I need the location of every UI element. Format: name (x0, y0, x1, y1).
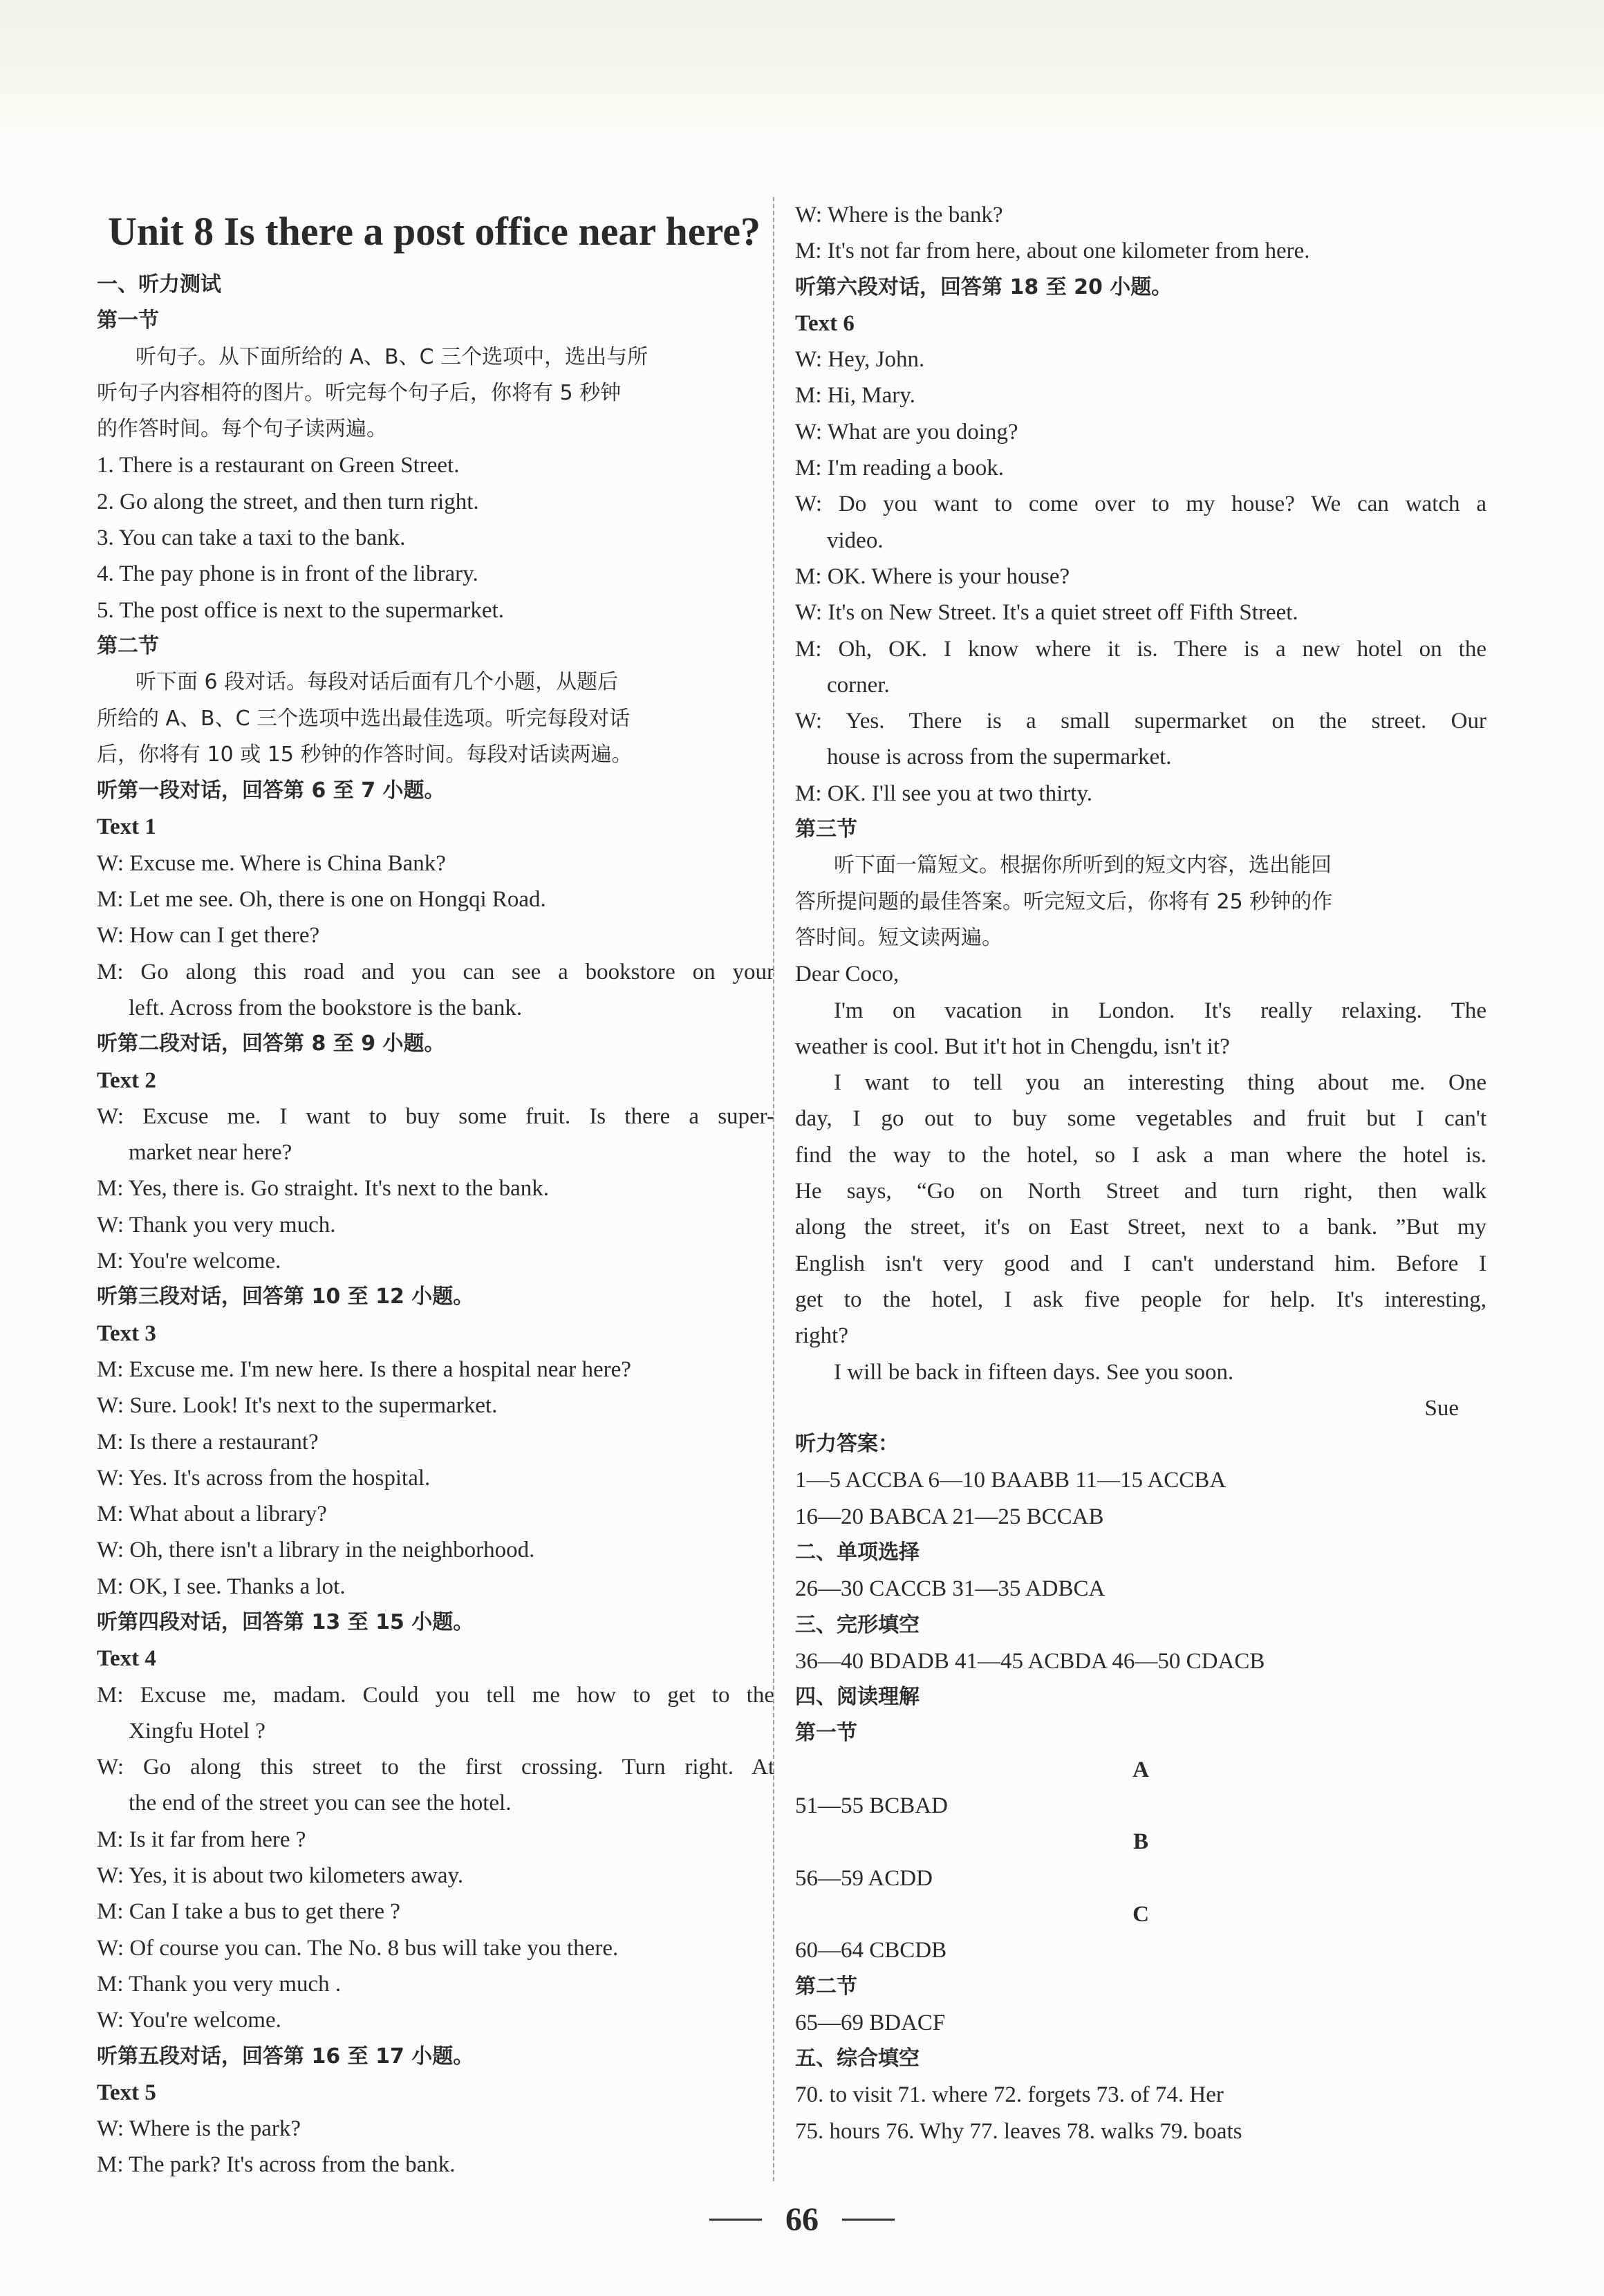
left-lines-item: Xingfu Hotel ? (129, 1718, 265, 1744)
right-lines-item: 听第六段对话，回答第 18 至 20 小题。 (795, 274, 1173, 299)
left-lines-item: M: Is it far from here ? (97, 1827, 306, 1852)
left-lines-item: Text 4 (97, 1646, 156, 1672)
left-lines-item: Text 2 (97, 1067, 156, 1093)
left-lines-item: 5. The post office is next to the supermarket. (97, 597, 504, 623)
right-lines-item: 56—59 ACDD (795, 1865, 933, 1891)
right-lines-item: I will be back in fifteen days. See you soon. (834, 1359, 1234, 1385)
left-lines-item: Text 1 (97, 814, 156, 840)
left-lines-item: 2. Go along the street, and then turn right. (97, 489, 479, 514)
left-lines-item: W: Of course you can. The No. 8 bus will take you there. (97, 1935, 619, 1961)
left-lines-item: 4. The pay phone is in front of the library. (97, 561, 478, 587)
left-lines-item: W: Where is the park? (97, 2116, 301, 2142)
column-divider (773, 197, 774, 2181)
left-lines-item: M: You're welcome. (97, 1249, 281, 1274)
right-lines-item: 65—69 BDACF (795, 2010, 946, 2035)
right-lines-item: right? (795, 1323, 848, 1349)
right-lines-item: B (1132, 1829, 1148, 1855)
right-lines-item: 70. to visit 71. where 72. forgets 73. of 74. Her (795, 2082, 1224, 2108)
unit-title: Unit 8 Is there a post office near here? (108, 209, 761, 254)
right-lines-item: 答所提问题的最佳答案。听完短文后，你将有 25 秒钟的作 (795, 889, 1333, 914)
left-lines-item: 1. There is a restaurant on Green Street. (97, 453, 460, 478)
left-lines-item: 3. You can take a taxi to the bank. (97, 525, 406, 551)
right-lines-item: day, I go out to buy some vegetables and fruit but I can't (795, 1106, 1486, 1132)
left-lines-item: M: Is there a restaurant? (97, 1429, 319, 1455)
right-lines-item: 26—30 CACCB 31—35 ADBCA (795, 1576, 1106, 1602)
left-lines-item: W: Sure. Look! It's next to the supermarket. (97, 1393, 498, 1419)
left-lines-item: 听句子。从下面所给的 A、B、C 三个选项中，选出与所 (136, 344, 649, 369)
left-lines-item: M: OK, I see. Thanks a lot. (97, 1574, 346, 1599)
left-lines-item: 所给的 A、B、C 三个选项中选出最佳选项。听完每段对话 (97, 706, 631, 731)
left-lines-item: 听第一段对话，回答第 6 至 7 小题。 (97, 778, 445, 803)
right-lines-item: get to the hotel, I ask five people for help. It's interesting, (795, 1287, 1486, 1312)
right-lines-item: find the way to the hotel, so I ask a man where the hotel is. (795, 1142, 1486, 1168)
right-lines-item: along the street, it's on East Street, next to a bank. ”But my (795, 1215, 1486, 1240)
right-lines-item: I'm on vacation in London. It's really relaxing. The (834, 998, 1486, 1023)
left-lines-item: M: What about a library? (97, 1502, 327, 1527)
left-lines-item: M: Excuse me. I'm new here. Is there a hospital near here? (97, 1356, 631, 1382)
right-lines-item: M: OK. Where is your house? (795, 563, 1070, 589)
left-lines-item: W: Thank you very much. (97, 1212, 336, 1238)
right-lines-item: A (1132, 1757, 1149, 1782)
left-lines-item: W: Go along this street to the first crossing. Turn right. At (97, 1755, 774, 1780)
right-lines-item: 二、单项选择 (795, 1540, 920, 1565)
right-lines-item: 75. hours 76. Why 77. leaves 78. walks 79. boats (795, 2118, 1242, 2144)
left-lines-item: 听第五段对话，回答第 16 至 17 小题。 (97, 2044, 474, 2069)
left-lines-item: 听第二段对话，回答第 8 至 9 小题。 (97, 1032, 445, 1056)
left-lines-item: 第二节 (97, 633, 159, 658)
footer-dash-right (842, 2219, 895, 2221)
left-lines-item: W: You're welcome. (97, 2008, 281, 2033)
right-lines-item: M: I'm reading a book. (795, 456, 1004, 481)
left-lines-item: left. Across from the bookstore is the bank. (129, 995, 523, 1020)
right-lines-item: M: Hi, Mary. (795, 383, 915, 409)
footer-dash-left (709, 2219, 762, 2221)
right-lines-item: W: Where is the bank? (795, 203, 1003, 227)
right-lines-item: 听下面一篇短文。根据你所听到的短文内容，选出能回 (834, 853, 1332, 878)
right-lines-item: Dear Coco, (795, 962, 899, 987)
right-lines-item: 答时间。短文读两遍。 (795, 925, 1002, 950)
right-lines-item: Text 6 (795, 310, 855, 336)
left-lines-item: W: Oh, there isn't a library in the neighborhood. (97, 1538, 535, 1563)
left-lines-item: Text 5 (97, 2080, 156, 2105)
left-lines-item: 的作答时间。每个句子读两遍。 (97, 417, 387, 442)
right-lines-item: 四、阅读理解 (795, 1685, 920, 1710)
right-lines-item: 16—20 BABCA 21—25 BCCAB (795, 1504, 1104, 1529)
left-lines-item: W: How can I get there? (97, 923, 320, 949)
left-lines-item: W: Yes. It's across from the hospital. (97, 1465, 431, 1491)
left-lines-item: W: Excuse me. I want to buy some fruit. Is there a super- (97, 1103, 774, 1129)
left-lines-item: M: Can I take a bus to get there ? (97, 1899, 400, 1925)
left-lines-item: 一、听力测试 (97, 272, 221, 297)
left-lines-item: 听句子内容相符的图片。听完每个句子后，你将有 5 秒钟 (97, 380, 622, 405)
page-number: 66 (785, 2201, 819, 2238)
right-lines-item: Sue (1424, 1395, 1459, 1421)
right-lines-item: video. (827, 528, 884, 553)
right-lines-item: 第二节 (795, 1974, 857, 1999)
right-lines-item: 五、综合填空 (795, 2046, 920, 2071)
right-lines-item: I want to tell you an interesting thing about me. One (834, 1070, 1486, 1096)
right-lines-item: M: Oh, OK. I know where it is. There is a new hotel on the (795, 636, 1486, 662)
right-column-text (795, 197, 1486, 2149)
right-lines-item: 51—55 BCBAD (795, 1793, 948, 1819)
right-lines-item: M: OK. I'll see you at two thirty. (795, 781, 1092, 806)
right-lines-item: W: It's on New Street. It's a quiet street off Fifth Street. (795, 600, 1298, 626)
right-lines-item: house is across from the supermarket. (827, 745, 1172, 770)
left-lines-item: 听下面 6 段对话。每段对话后面有几个小题，从题后 (136, 670, 619, 695)
scan-margin (0, 0, 1604, 145)
right-lines-item: corner. (827, 672, 890, 698)
right-lines-item: W: Do you want to come over to my house? We can watch a (795, 492, 1486, 517)
left-lines-item: M: Let me see. Oh, there is one on Hongqi Road. (97, 887, 546, 913)
right-lines-item: W: Hey, John. (795, 347, 925, 373)
right-column (795, 197, 1486, 2149)
left-lines-item: Text 3 (97, 1320, 156, 1346)
left-lines-item: M: Excuse me, madam. Could you tell me how to get to the (97, 1682, 774, 1708)
left-lines-item: W: Yes, it is about two kilometers away. (97, 1863, 464, 1889)
right-lines-item: C (1132, 1901, 1149, 1927)
left-lines-item: 听第四段对话，回答第 13 至 15 小题。 (97, 1609, 474, 1634)
left-lines-item: M: Go along this road and you can see a bookstore on your (97, 959, 774, 984)
right-lines-item: 第一节 (795, 1721, 857, 1746)
right-lines-item: 第三节 (795, 817, 857, 842)
left-lines-item: 第一节 (97, 308, 159, 333)
right-lines-item: English isn't very good and I can't understand him. Before I (795, 1251, 1486, 1276)
page-footer (0, 2192, 1604, 2247)
right-lines-item: 三、完形填空 (795, 1612, 920, 1637)
right-lines-item: 听力答案： (795, 1432, 899, 1457)
right-lines-item: M: It's not far from here, about one kilometer from here. (795, 239, 1310, 264)
left-lines-item: 听第三段对话，回答第 10 至 12 小题。 (97, 1285, 474, 1309)
right-lines-item: 60—64 CBCDB (795, 1938, 947, 1963)
left-lines-item: the end of the street you can see the hotel. (129, 1791, 512, 1816)
left-lines-item: market near here? (129, 1140, 292, 1166)
right-lines-item: He says, “Go on North Street and turn right, then walk (795, 1179, 1486, 1204)
left-lines-item: M: Thank you very much . (97, 1971, 342, 1997)
left-lines-item: 后，你将有 10 或 15 秒钟的作答时间。每段对话读两遍。 (97, 742, 633, 767)
right-lines-item: 1—5 ACCBA 6—10 BAABB 11—15 ACCBA (795, 1468, 1227, 1493)
left-lines-item: M: The park? It's across from the bank. (97, 2152, 456, 2178)
left-column (97, 200, 774, 2183)
right-lines-item: 36—40 BDADB 41—45 ACBDA 46—50 CDACB (795, 1648, 1265, 1674)
right-lines-item: W: Yes. There is a small supermarket on the street. Our (795, 709, 1486, 734)
left-lines-item: M: Yes, there is. Go straight. It's next to the bank. (97, 1176, 549, 1202)
right-lines-item: W: What are you doing? (795, 419, 1018, 445)
left-column-text (97, 267, 774, 2183)
right-lines-item: weather is cool. But it't hot in Chengdu, isn't it? (795, 1034, 1230, 1059)
left-lines-item: W: Excuse me. Where is China Bank? (97, 850, 446, 876)
